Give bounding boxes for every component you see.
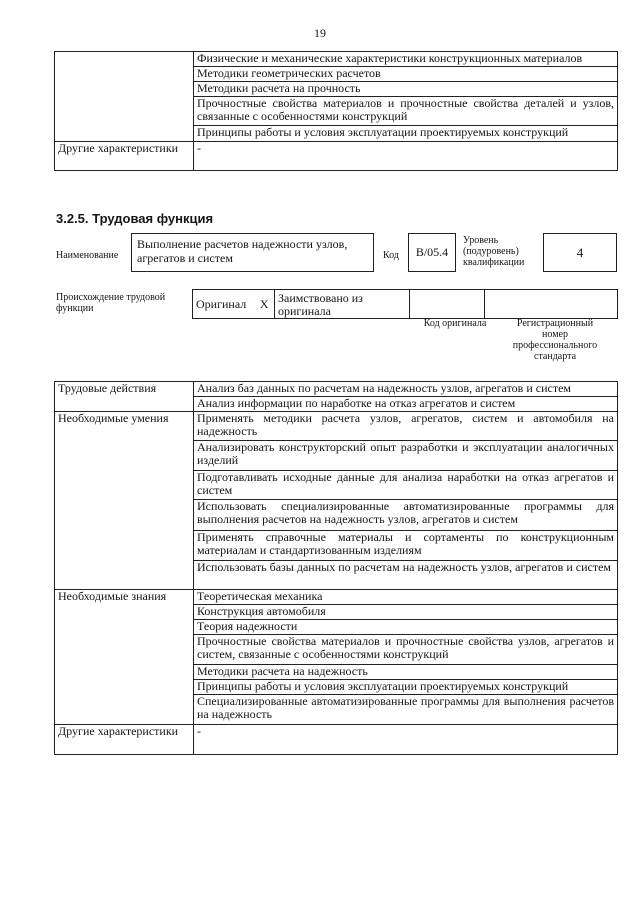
skill-item: Анализировать конструкторский опыт разработки и эксплуатации аналогичных изделий bbox=[194, 441, 618, 471]
code-original-caption: Код оригинала bbox=[423, 318, 487, 329]
qualification-level-value: 4 bbox=[576, 245, 584, 260]
page-number: 19 bbox=[314, 26, 326, 40]
skill-item: Использовать базы данных по расчетам на надежность узлов, агрегатов и систем bbox=[194, 561, 618, 590]
main-function-table bbox=[54, 381, 618, 755]
knowledge-item: Методики расчета на прочность bbox=[194, 82, 618, 97]
knowledge-item: Методики геометрических расчетов bbox=[194, 67, 618, 82]
knowledge-item: Прочностные свойства материалов и прочностные свойства узлов, агрегатов и систем, связанные с особенностями конструкций bbox=[194, 635, 618, 665]
knowledge-item: Прочностные свойства материалов и прочностные свойства деталей и узлов, связанные с особенностями конструкций bbox=[194, 97, 618, 126]
other-characteristics-label: Другие характеристики bbox=[55, 142, 194, 171]
origin-label: Происхождение трудовой функции bbox=[56, 292, 166, 314]
required-knowledge-label: Необходимые знания bbox=[55, 590, 194, 725]
knowledge-item: Конструкция автомобиля bbox=[194, 605, 618, 620]
registration-number-caption: Регистрационный номер профессионального стандарта bbox=[512, 318, 598, 362]
code-value: B/05.4 bbox=[415, 245, 449, 259]
required-skills-label: Необходимые умения bbox=[55, 412, 194, 590]
knowledge-item: Принципы работы и условия эксплуатации проектируемых конструкций bbox=[194, 126, 618, 142]
knowledge-item: Теоретическая механика bbox=[194, 590, 618, 605]
function-name-value: Выполнение расчетов надежности узлов, агрегатов и систем bbox=[137, 237, 348, 265]
name-label: Наименование bbox=[56, 250, 119, 261]
skill-item: Использовать специализированные автоматизированные программы для выполнения расчетов на надежность узлов, агрегатов и систем bbox=[194, 500, 618, 531]
section-title: 3.2.5. Трудовая функция bbox=[56, 211, 214, 226]
knowledge-label-cell bbox=[55, 52, 194, 142]
knowledge-item: Принципы работы и условия эксплуатации проектируемых конструкций bbox=[194, 680, 618, 695]
original-label: Оригинал bbox=[193, 290, 255, 319]
qualification-level-box bbox=[543, 233, 617, 272]
knowledge-item: Методики расчета на надежность bbox=[194, 665, 618, 680]
qualification-level-label: Уровень (подуровень) квалификации bbox=[463, 235, 525, 268]
origin-table bbox=[192, 289, 618, 319]
labor-actions-label: Трудовые действия bbox=[55, 382, 194, 412]
code-box bbox=[408, 233, 456, 272]
skill-item: Подготавливать исходные данные для анализа наработки на отказ агрегатов и систем bbox=[194, 471, 618, 500]
code-label: Код bbox=[383, 250, 399, 261]
knowledge-item: Физические и механические характеристики конструкционных материалов bbox=[194, 52, 618, 67]
skill-item: Применять методики расчета узлов, агрегатов, систем и автомобиля на надежность bbox=[194, 412, 618, 441]
other-characteristics-value: - bbox=[194, 142, 618, 171]
knowledge-item: Теория надежности bbox=[194, 620, 618, 635]
function-name-box bbox=[131, 233, 374, 272]
skill-item: Применять справочные материалы и сортаменты по конструкционным материалам и стандартизованным изделиям bbox=[194, 531, 618, 561]
other-characteristics-label: Другие характеристики bbox=[55, 725, 194, 755]
other-characteristics-value: - bbox=[194, 725, 618, 755]
code-original-cell bbox=[410, 290, 485, 319]
borrowed-label: Заимствовано из оригинала bbox=[275, 290, 410, 319]
top-knowledge-table bbox=[54, 51, 618, 171]
original-mark: X bbox=[255, 290, 275, 319]
registration-number-cell bbox=[485, 290, 618, 319]
knowledge-item: Специализированные автоматизированные программы для выполнения расчетов на надежность bbox=[194, 695, 618, 725]
labor-action-item: Анализ баз данных по расчетам на надежность узлов, агрегатов и систем bbox=[194, 382, 618, 397]
labor-action-item: Анализ информации по наработке на отказ агрегатов и систем bbox=[194, 397, 618, 412]
